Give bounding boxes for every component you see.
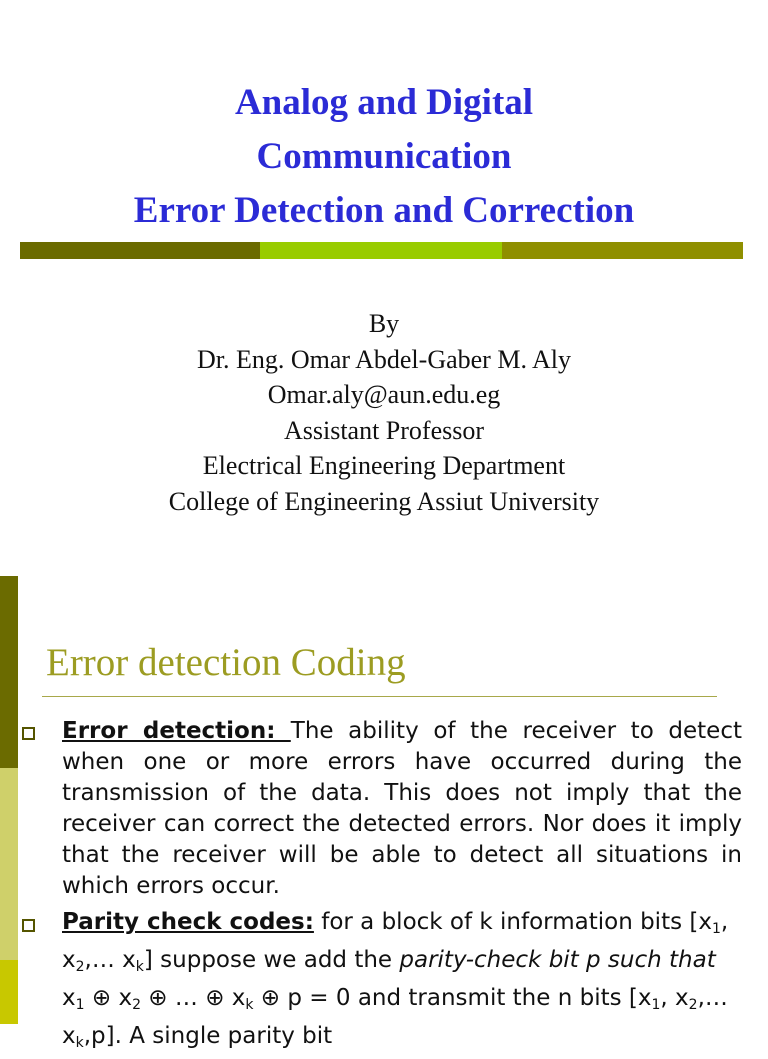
title-line-3: Error Detection and Correction [133, 190, 635, 231]
title-stripe-left [20, 242, 260, 259]
text-run: ⊕ x [84, 985, 133, 1011]
author-department: Electrical Engineering Department [202, 451, 566, 480]
text-run: for a block of k information bits [x [313, 909, 712, 935]
bullet-error-detection [62, 716, 742, 902]
sidebar-band-top [0, 576, 18, 768]
subscript: 1 [75, 997, 85, 1013]
title-line-2: Communication [256, 136, 512, 177]
text-run: x [62, 985, 76, 1011]
subscript: k [135, 959, 144, 975]
title-line-1: Analog and Digital [234, 82, 534, 123]
slide-heading: Error detection Coding [46, 641, 406, 684]
subscript: 1 [711, 921, 721, 937]
subscript: 2 [132, 997, 141, 1013]
author-position: Assistant Professor [283, 415, 485, 445]
subscript: k [245, 997, 254, 1013]
text-run: ,p]. A single parity bit [83, 1023, 333, 1049]
text-run: , x [62, 909, 729, 973]
by-label: By [368, 309, 400, 338]
slide-title [0, 76, 768, 238]
author-college: College of Engineering Assiut University [168, 486, 600, 516]
subscript: 2 [688, 997, 698, 1013]
title-stripe-middle [260, 242, 502, 259]
text-run: , x [660, 985, 689, 1011]
heading-divider [42, 696, 717, 697]
title-stripe-right [502, 242, 743, 259]
subscript: k [75, 1035, 84, 1051]
author-email: Omar.aly@aun.edu.eg [267, 380, 501, 409]
bullet-parity-check [62, 907, 742, 1059]
content-slide [0, 576, 768, 1051]
author-name: Dr. Eng. Omar Abdel-Gaber M. Aly [196, 344, 572, 374]
bullet-text: The ability of the receiver to detect when one or more errors have occurred during the transmission of the data. This does not imply that the receiver can correct the detected errors. Nor does it imply that the receiver will be able to detect all situations in which errors occur. [62, 718, 742, 899]
sidebar-band-bottom [0, 960, 18, 1024]
author-block [0, 306, 768, 519]
text-run: ⊕ p = 0 and transmit the n bits [x [253, 985, 652, 1011]
bullet-lead: Parity check codes: [62, 909, 314, 935]
text-run: ,… x [62, 985, 728, 1049]
square-bullet-icon [22, 919, 35, 932]
subscript: 2 [75, 959, 85, 975]
text-run: ,… x [84, 947, 136, 973]
subscript: 1 [651, 997, 661, 1013]
square-bullet-icon [22, 727, 35, 740]
text-run: ⊕ … ⊕ x [140, 985, 246, 1011]
sidebar-band-middle [0, 768, 18, 960]
bullet-lead: Error detection: [62, 718, 291, 744]
text-run: ] suppose we add the [143, 947, 400, 973]
italic-run: parity-check bit p such that [399, 947, 716, 973]
